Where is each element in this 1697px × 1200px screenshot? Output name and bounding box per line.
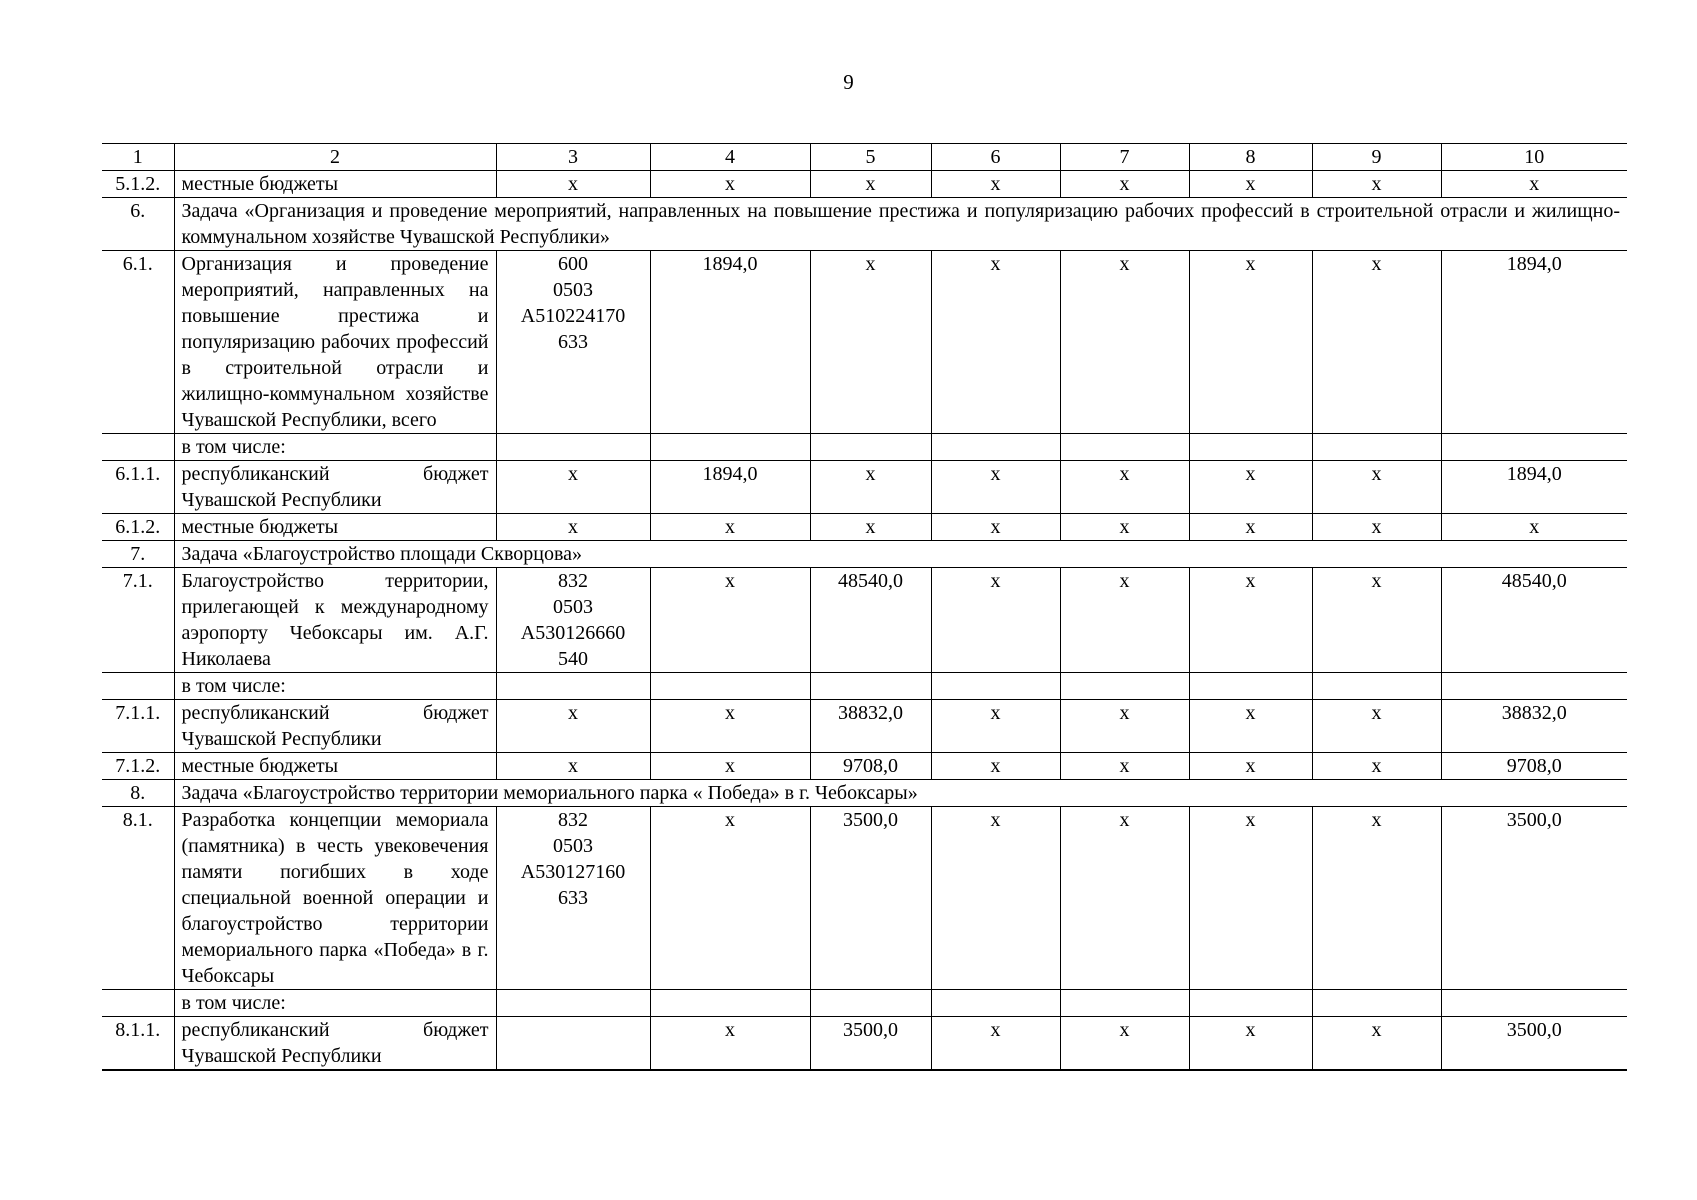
value-cell: х [1441, 514, 1627, 541]
value-cell [1312, 673, 1441, 700]
budget-code-line: 832 [558, 809, 588, 831]
budget-code [496, 251, 650, 434]
header-cell: 1 [102, 144, 174, 171]
budget-code [496, 568, 650, 673]
budget-code: х [496, 700, 650, 753]
value-cell [650, 434, 810, 461]
value-cell [496, 434, 650, 461]
value-cell: х [1060, 753, 1189, 780]
task-row [102, 198, 1627, 251]
value-cell: х [1312, 700, 1441, 753]
value-cell: 38832,0 [1441, 700, 1627, 753]
subheading-row [102, 673, 1627, 700]
header-cell: 3 [496, 144, 650, 171]
header-row [102, 144, 1627, 171]
table-row [102, 514, 1627, 541]
row-number: 7.1.2. [102, 753, 174, 780]
budget-code [496, 807, 650, 990]
value-cell: х [1189, 171, 1312, 198]
value-cell: х [931, 171, 1060, 198]
value-cell: х [810, 514, 931, 541]
budget-code-line: А530126660 [520, 622, 626, 644]
value-cell: 1894,0 [1441, 251, 1627, 434]
value-cell [931, 673, 1060, 700]
value-cell: 3500,0 [1441, 1017, 1627, 1071]
table-row [102, 753, 1627, 780]
row-name: местные бюджеты [174, 753, 496, 780]
table-row [102, 807, 1627, 990]
value-cell [1189, 434, 1312, 461]
budget-code-line: 0503 [553, 279, 593, 301]
value-cell: х [650, 753, 810, 780]
value-cell: 48540,0 [810, 568, 931, 673]
row-number: 6. [102, 198, 174, 251]
row-name: Организация и проведение мероприятий, направленных на повышение престижа и популяризацию рабочих профессий в строительной отрасли и жилищно-коммунальном хозяйстве Чувашской Республики, всего [174, 251, 496, 434]
row-number: 7.1.1. [102, 700, 174, 753]
table-row [102, 171, 1627, 198]
subheading-row [102, 990, 1627, 1017]
value-cell [810, 673, 931, 700]
value-cell: х [1312, 568, 1441, 673]
value-cell: х [650, 171, 810, 198]
row-name: в том числе: [174, 990, 496, 1017]
value-cell [496, 673, 650, 700]
value-cell [1060, 673, 1189, 700]
value-cell [1060, 434, 1189, 461]
row-number: 5.1.2. [102, 171, 174, 198]
row-name: местные бюджеты [174, 171, 496, 198]
budget-code: х [496, 514, 650, 541]
row-name: республиканский бюджет Чувашской Республики [174, 461, 496, 514]
budget-table [102, 143, 1627, 1071]
value-cell: х [931, 753, 1060, 780]
value-cell: х [650, 514, 810, 541]
value-cell [931, 434, 1060, 461]
row-name: Благоустройство территории, прилегающей к международному аэропорту Чебоксары им. А.Г. Николаева [174, 568, 496, 673]
value-cell: х [1060, 461, 1189, 514]
value-cell: х [931, 1017, 1060, 1071]
value-cell: х [650, 700, 810, 753]
value-cell: 38832,0 [810, 700, 931, 753]
header-cell: 6 [931, 144, 1060, 171]
value-cell: х [1060, 171, 1189, 198]
task-row [102, 541, 1627, 568]
task-title: Задача «Организация и проведение мероприятий, направленных на повышение престижа и популяризацию рабочих профессий в строительной отрасли и жилищно-коммунальном хозяйстве Чувашской Республики» [174, 198, 1627, 251]
value-cell: 1894,0 [650, 461, 810, 514]
subheading-row [102, 434, 1627, 461]
value-cell: х [1060, 251, 1189, 434]
value-cell: х [650, 568, 810, 673]
value-cell: х [1060, 807, 1189, 990]
header-cell: 9 [1312, 144, 1441, 171]
budget-code-line: 0503 [553, 596, 593, 618]
value-cell [650, 673, 810, 700]
row-name: в том числе: [174, 434, 496, 461]
value-cell: х [1060, 1017, 1189, 1071]
budget-code-line: А530127160 [520, 861, 626, 883]
value-cell: х [810, 171, 931, 198]
value-cell: х [1189, 568, 1312, 673]
value-cell [1312, 434, 1441, 461]
header-cell: 4 [650, 144, 810, 171]
value-cell: х [1060, 514, 1189, 541]
value-cell: х [931, 251, 1060, 434]
value-cell: х [931, 514, 1060, 541]
value-cell: 3500,0 [810, 1017, 931, 1071]
row-number: 7.1. [102, 568, 174, 673]
header-cell: 8 [1189, 144, 1312, 171]
table-row [102, 461, 1627, 514]
table-row [102, 1017, 1627, 1071]
budget-code-line: 633 [558, 331, 588, 353]
value-cell: х [810, 461, 931, 514]
value-cell: х [1312, 461, 1441, 514]
value-cell: 3500,0 [810, 807, 931, 990]
budget-code-line: 633 [558, 887, 588, 909]
value-cell [1312, 990, 1441, 1017]
value-cell: х [650, 1017, 810, 1071]
value-cell: 48540,0 [1441, 568, 1627, 673]
value-cell [810, 990, 931, 1017]
row-number: 8. [102, 780, 174, 807]
header-cell: 10 [1441, 144, 1627, 171]
value-cell: х [1312, 514, 1441, 541]
value-cell: х [1189, 1017, 1312, 1071]
row-name: Разработка концепции мемориала (памятника) в честь увековечения памяти погибших в ходе специальной военной операции и благоустройство территории мемориального парка «Победа» в г. Чебоксары [174, 807, 496, 990]
value-cell: х [1312, 251, 1441, 434]
value-cell: х [810, 251, 931, 434]
row-number [102, 434, 174, 461]
value-cell: х [931, 568, 1060, 673]
value-cell: х [1189, 461, 1312, 514]
value-cell: х [1060, 700, 1189, 753]
value-cell [1189, 673, 1312, 700]
budget-code: х [496, 171, 650, 198]
row-number [102, 990, 174, 1017]
value-cell: х [1312, 171, 1441, 198]
row-name: республиканский бюджет Чувашской Республики [174, 1017, 496, 1071]
value-cell: х [1189, 807, 1312, 990]
value-cell: х [1312, 753, 1441, 780]
row-number: 8.1. [102, 807, 174, 990]
value-cell: 1894,0 [650, 251, 810, 434]
table-row [102, 251, 1627, 434]
table-row [102, 568, 1627, 673]
table-body [102, 144, 1627, 1071]
value-cell: 3500,0 [1441, 807, 1627, 990]
value-cell [810, 434, 931, 461]
row-number: 6.1. [102, 251, 174, 434]
value-cell: х [1189, 514, 1312, 541]
row-number: 6.1.2. [102, 514, 174, 541]
budget-code-line: А510224170 [520, 305, 626, 327]
value-cell: 1894,0 [1441, 461, 1627, 514]
value-cell: х [931, 700, 1060, 753]
value-cell: х [1312, 1017, 1441, 1071]
task-row [102, 780, 1627, 807]
value-cell [1441, 434, 1627, 461]
value-cell [496, 990, 650, 1017]
value-cell: 9708,0 [1441, 753, 1627, 780]
value-cell [1441, 990, 1627, 1017]
value-cell: х [931, 807, 1060, 990]
header-cell: 2 [174, 144, 496, 171]
value-cell [650, 990, 810, 1017]
task-title: Задача «Благоустройство площади Скворцова» [174, 541, 1627, 568]
row-name: республиканский бюджет Чувашской Республики [174, 700, 496, 753]
row-name: местные бюджеты [174, 514, 496, 541]
row-number [102, 673, 174, 700]
row-number: 6.1.1. [102, 461, 174, 514]
table-row [102, 700, 1627, 753]
value-cell: х [650, 807, 810, 990]
row-number: 7. [102, 541, 174, 568]
page-number: 9 [843, 70, 854, 94]
budget-code-line: 600 [558, 253, 588, 275]
budget-code-line: 540 [558, 648, 588, 670]
row-number: 8.1.1. [102, 1017, 174, 1071]
row-name: в том числе: [174, 673, 496, 700]
value-cell [931, 990, 1060, 1017]
value-cell [1060, 990, 1189, 1017]
value-cell: х [931, 461, 1060, 514]
value-cell: х [1189, 251, 1312, 434]
value-cell: 9708,0 [810, 753, 931, 780]
budget-code: х [496, 461, 650, 514]
budget-code [496, 1017, 650, 1071]
budget-code-line: 832 [558, 570, 588, 592]
value-cell: х [1312, 807, 1441, 990]
budget-code: х [496, 753, 650, 780]
value-cell [1189, 990, 1312, 1017]
value-cell: х [1189, 700, 1312, 753]
task-title: Задача «Благоустройство территории мемориального парка « Победа» в г. Чебоксары» [174, 780, 1627, 807]
value-cell: х [1441, 171, 1627, 198]
budget-code-line: 0503 [553, 835, 593, 857]
value-cell: х [1060, 568, 1189, 673]
header-cell: 7 [1060, 144, 1189, 171]
value-cell [1441, 673, 1627, 700]
value-cell: х [1189, 753, 1312, 780]
header-cell: 5 [810, 144, 931, 171]
